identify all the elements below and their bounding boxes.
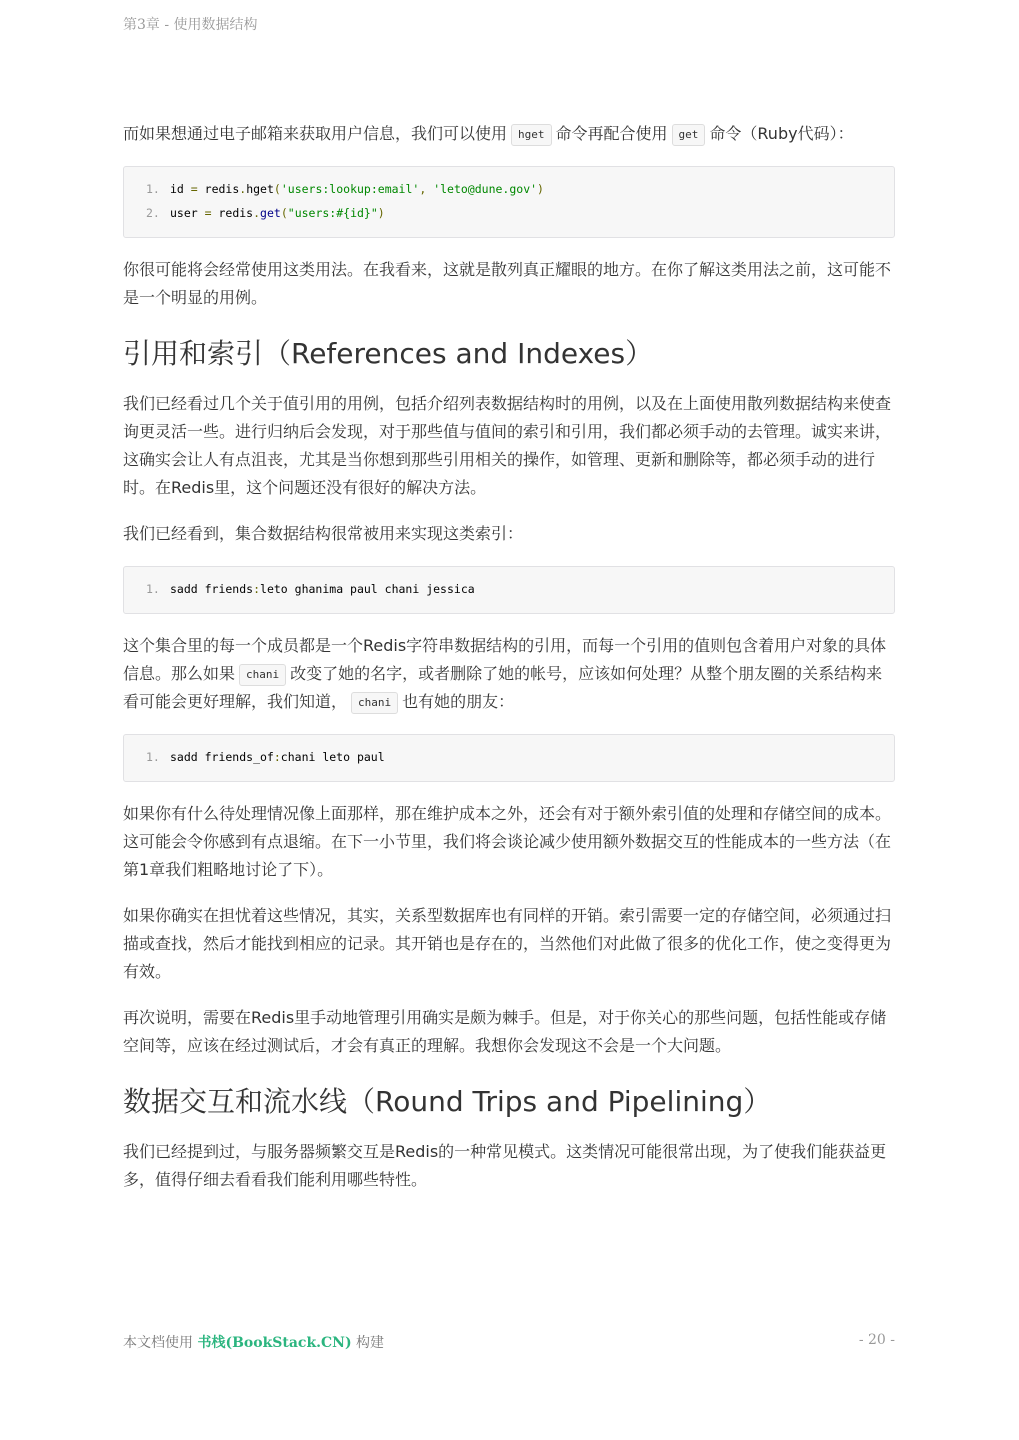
- paragraph-set-members: 这个集合里的每一个成员都是一个Redis字符串数据结构的引用，而每一个引用的值则包含着用户对象的具体信息。那么如果 chani 改变了她的名字，或者删除了她的帐号，应该如何处理？从整个朋友圈的关系结构来看可能会更好理解，我们知道， chani 也有她的朋友：: [123, 632, 895, 716]
- code-block-ruby-lookup: [123, 166, 895, 238]
- code-line: 1. sadd friends_of:chani leto paul: [146, 750, 385, 764]
- code-block-sadd-friends-of: [123, 734, 895, 782]
- running-header: 第3章 - 使用数据结构: [123, 17, 258, 33]
- heading-round-trips-pipelining: 数据交互和流水线（Round Trips and Pipelining）: [123, 1085, 772, 1118]
- paragraph-relational-overhead: 如果你确实在担忧着这些情况，其实，关系型数据库也有同样的开销。索引需要一定的存储空间，必须通过扫描或查找，然后才能找到相应的记录。其开销也是存在的，当然他们对此做了很多的优化工作，使之变得更为有效。: [123, 906, 892, 981]
- inline-code-chani: chani: [351, 692, 398, 714]
- page-number: - 20 -: [858, 1332, 895, 1348]
- footer-brand-link[interactable]: 书栈(BookStack.CN): [197, 1335, 352, 1351]
- paragraph-set-index: 我们已经看到，集合数据结构很常被用来实现这类索引：: [123, 524, 524, 543]
- code-block-sadd-friends: [123, 566, 895, 614]
- paragraph-manual-references: 再次说明，需要在Redis里手动地管理引用确实是颇为棘手。但是，对于你关心的那些问题，包括性能或存储空间等，应该在经过测试后，才会有真正的理解。我想你会发现这不会是一个大问题。: [123, 1008, 887, 1055]
- code-line: 2. user = redis.get("users:#{id}"): [146, 206, 385, 220]
- inline-code-get: get: [672, 124, 706, 146]
- paragraph-references-intro: 我们已经看过几个关于值引用的用例，包括介绍列表数据结构时的用例，以及在上面使用散列数据结构来使查询更灵活一些。进行归纳后会发现，对于那些值与值间的索引和引用，我们都必须手动的去管理。诚实来讲，这确实会让人有点沮丧，尤其是当你想到那些引用相关的操作，如管理、更新和删除等，都必须手动的进行时。在Redis里，这个问题还没有很好的解决方法。: [123, 394, 892, 497]
- inline-code-hget: hget: [511, 124, 552, 146]
- heading-references-indexes: 引用和索引（References and Indexes）: [123, 337, 654, 370]
- paragraph-email-lookup: 而如果想通过电子邮箱来获取用户信息，我们可以使用 hget 命令再配合使用 get 命令（Ruby代码）：: [123, 120, 895, 148]
- code-line: 1. sadd friends:leto ghanima paul chani jessica: [146, 582, 475, 596]
- code-line: 1. id = redis.hget('users:lookup:email', 'leto@dune.gov'): [146, 182, 544, 196]
- paragraph-round-trips-intro: 我们已经提到过，与服务器频繁交互是Redis的一种常见模式。这类情况可能很常出现，为了使我们能获益更多，值得仔细去看看我们能利用哪些特性。: [123, 1142, 887, 1189]
- footer-credit: 本文档使用 书栈(BookStack.CN) 构建: [123, 1335, 385, 1351]
- document-body: [123, 120, 895, 1212]
- inline-code-chani: chani: [239, 664, 286, 686]
- paragraph-hash-usage: 你很可能将会经常使用这类用法。在我看来，这就是散列真正耀眼的地方。在你了解这类用法之前，这可能不是一个明显的用例。: [123, 260, 892, 307]
- paragraph-index-cost: 如果你有什么待处理情况像上面那样，那在维护成本之外，还会有对于额外索引值的处理和存储空间的成本。这可能会令你感到有点退缩。在下一小节里，我们将会谈论减少使用额外数据交互的性能成本的一些方法（在第1章我们粗略地讨论了下）。: [123, 804, 892, 879]
